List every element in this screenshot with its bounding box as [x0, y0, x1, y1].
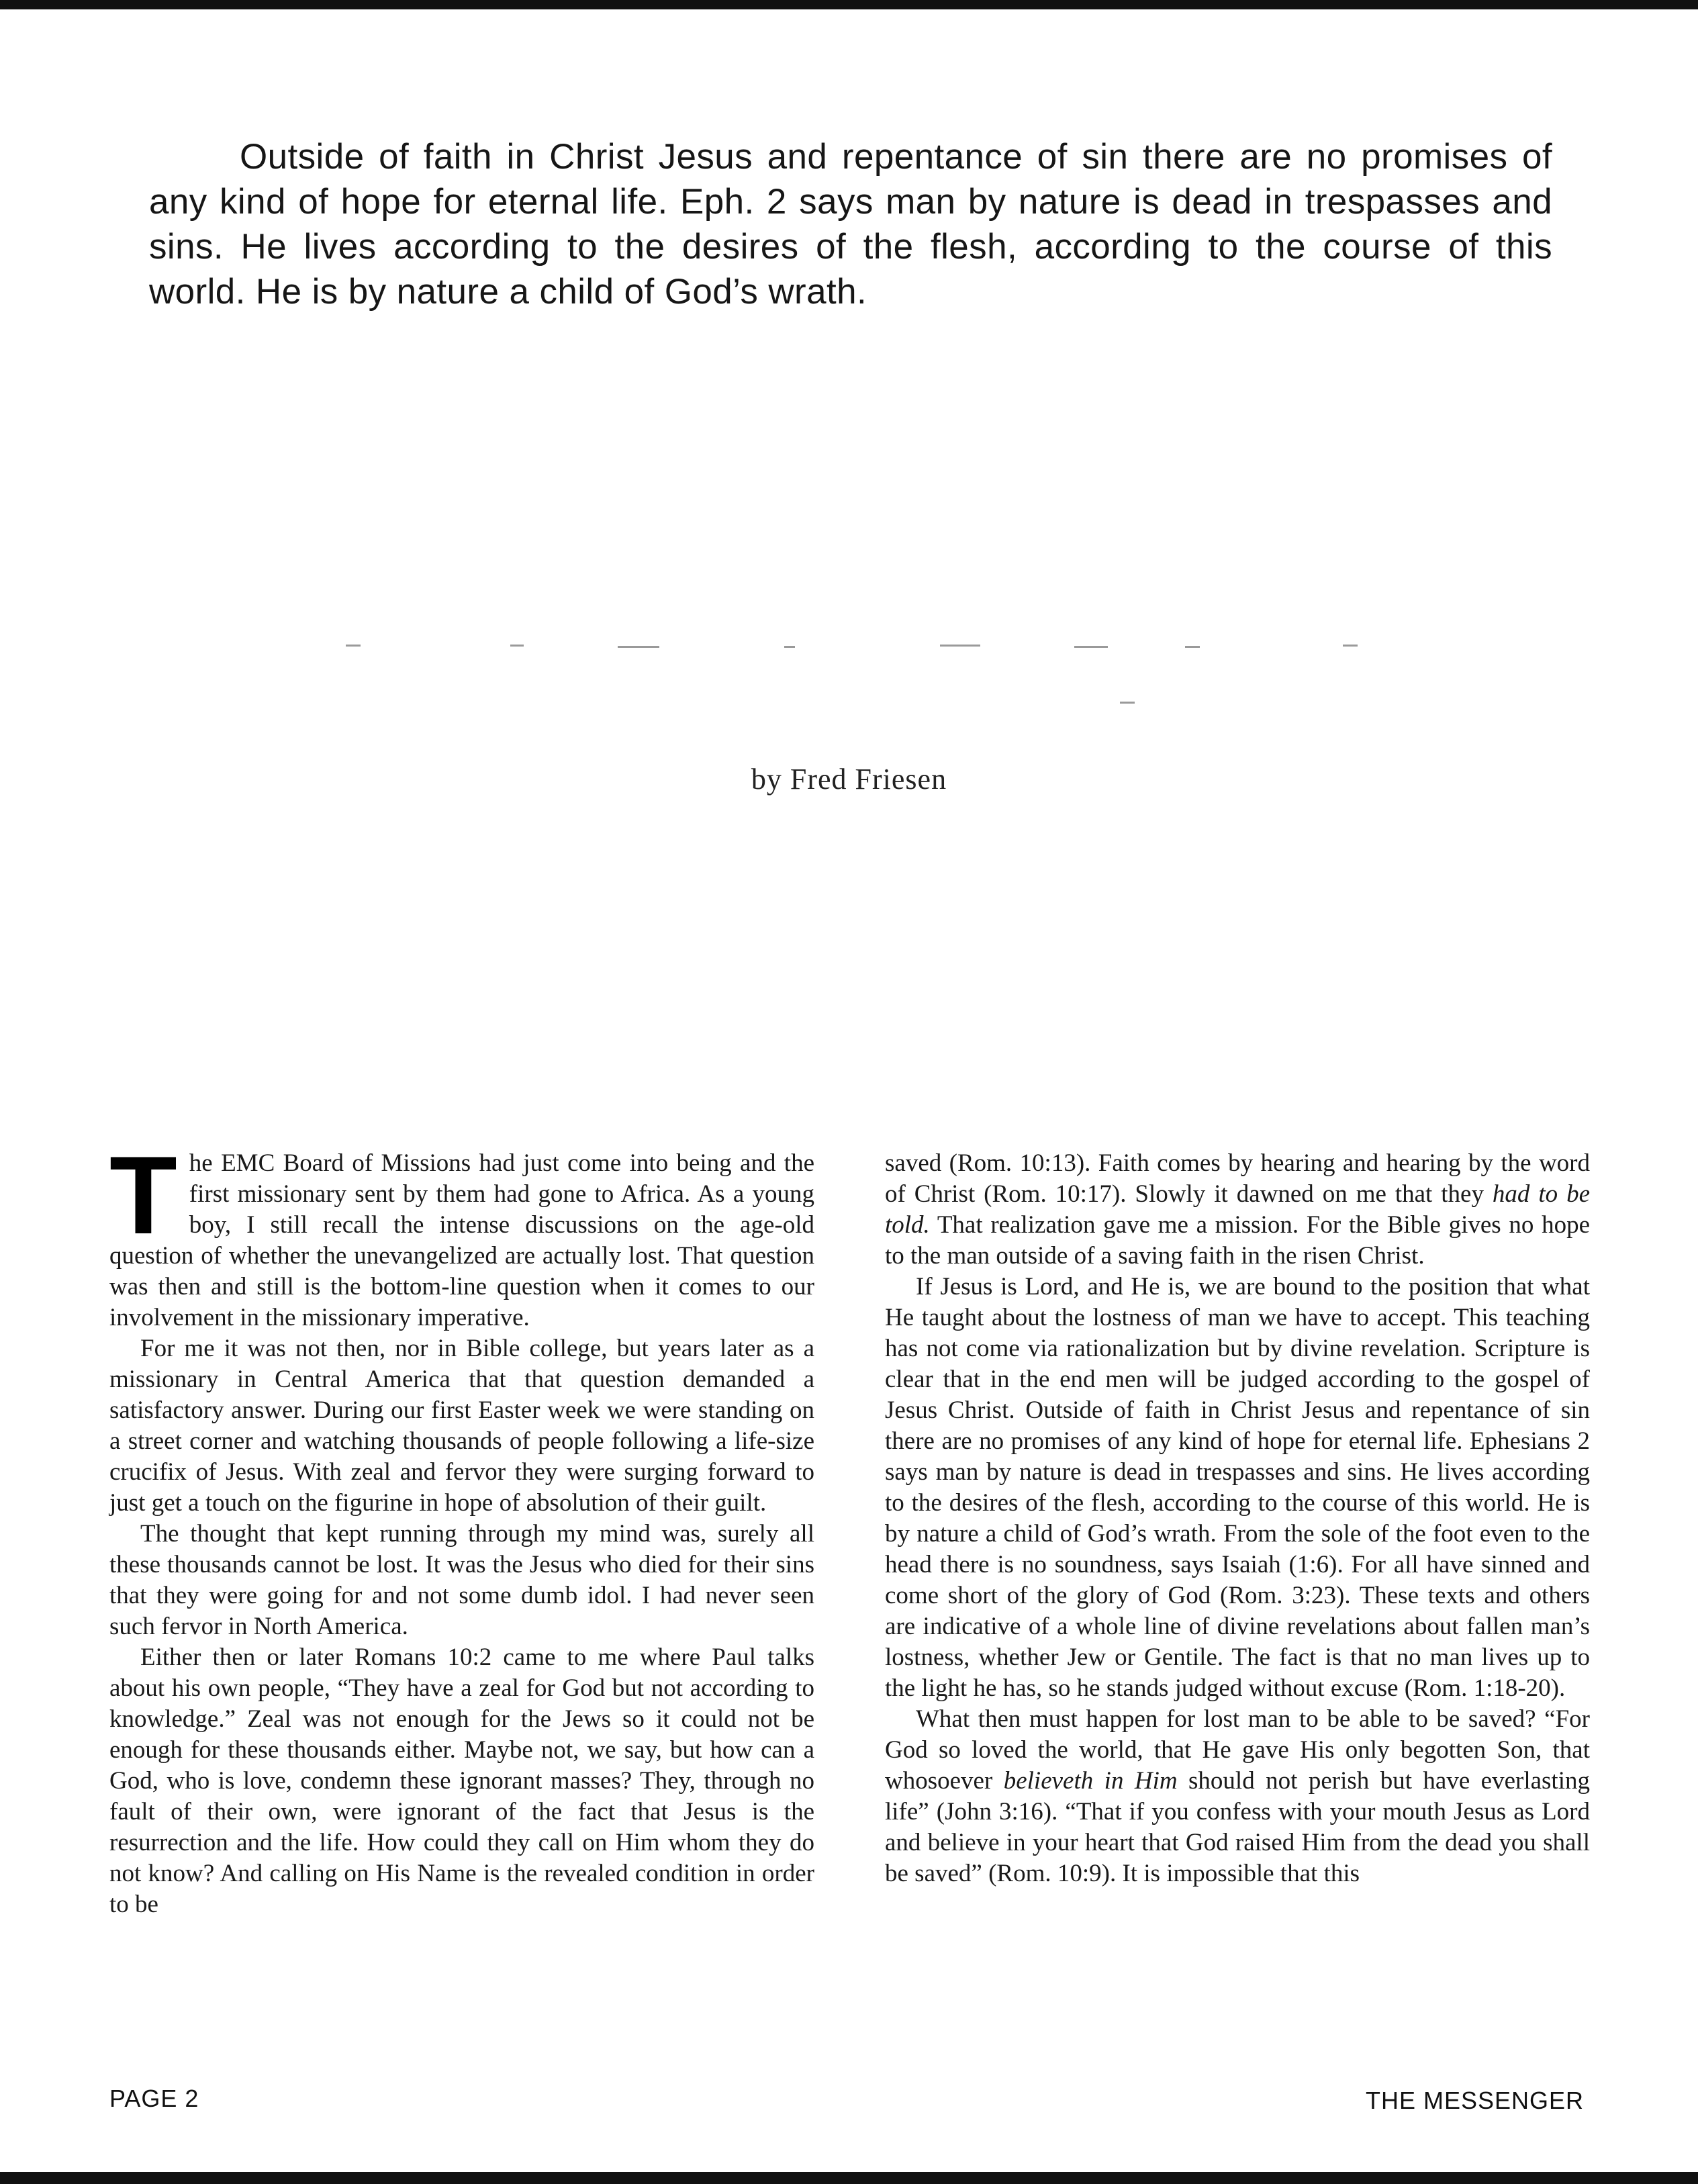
- page-number: PAGE 2: [109, 2085, 199, 2112]
- pull-quote: Outside of faith in Christ Jesus and repentance of sin there are no promises of any kind of hope for eternal life. Eph. 2 says man by nature is dead in trespasses and sins. He lives according to the desires of the flesh, according to the course of this world. He is by nature a child of God’s wrath.: [149, 137, 1552, 312]
- drop-cap: T: [109, 1133, 177, 1257]
- paragraph-text: should not perish but have everlasting life” (John 3:16). “That if you confess with your mouth Jesus as Lord and believe in your heart that God raised Him from the dead you shall be saved” (Rom. 10:9). It is impossible that this: [885, 1767, 1590, 1887]
- article-paragraph: [885, 1704, 1590, 1889]
- paragraph-text: That realization gave me a mission. For the Bible gives no hope to the man outside of a saving faith in the risen Christ.: [885, 1211, 1590, 1270]
- article-paragraph: Either then or later Romans 10:2 came to me where Paul talks about his own people, “They have a zeal for God but not according to knowledge.” Zeal was not enough for the Jews so it could not be enough for these thousands either. Maybe not, we say, but how can a God, who is love, condemn these ignorant masses? They, through no fault of their own, were ignorant of the fact that Jesus is the resurrection and the life. How could they call on Him whom they do not know? And calling on His Name is the revealed condition in order to be: [109, 1644, 814, 1918]
- article-paragraph: [885, 1148, 1590, 1272]
- publication-name: THE MESSENGER: [1365, 2087, 1584, 2114]
- article-paragraph: The thought that kept running through my mind was, surely all these thousands cannot be lost. It was the Jesus who died for their sins that they were going for and not some dumb idol. I had never seen such fervor in North America.: [109, 1520, 814, 1640]
- bottom-border: [0, 2172, 1698, 2184]
- emphasis-text: had to be told.: [885, 1180, 1591, 1239]
- paragraph-text: he EMC Board of Missions had just come into being and the first missionary sent by them had gone to Africa. As a young boy, I still recall the intense discussions on the age-old question of whether the unevangelized are actually lost. That question was then and still is the bottom-line question when it comes to our involvement in the missionary imperative.: [109, 1149, 814, 1331]
- article-paragraph: For me it was not then, nor in Bible college, but years later as a missionary in Central America that that question demanded a satisfactory answer. During our first Easter week we were standing on a street corner and watching thousands of people following a life-size crucifix of Jesus. With zeal and fervor they were surging forward to just get a touch on the figurine in hope of absolution of their guilt.: [109, 1335, 814, 1517]
- paragraph-text: saved (Rom. 10:13). Faith comes by hearing and hearing by the word of Christ (Rom. 10:17). Slowly it dawned on me that they: [885, 1149, 1590, 1208]
- article-column-left: [109, 1133, 814, 1920]
- byline: by Fred Friesen: [751, 763, 947, 796]
- article-paragraph: If Jesus is Lord, and He is, we are bound to the position that what He taught about the lostness of man we have to accept. This teaching has not come via rationalization but by divine revelation. Scripture is clear that in the end men will be judged according to the gospel of Jesus Christ. Outside of faith in Christ Jesus and repentance of sin there are no promises of any kind of hope for eternal life. Ephesians 2 says man by nature is dead in trespasses and sins. He lives according to the desires of the flesh, according to the course of this world. He is by nature a child of God’s wrath. From the sole of the foot even to the head there is no soundness, says Isaiah (1:6). For all have sinned and come short of the glory of God (Rom. 3:23). These texts and others are indicative of a whole line of divine revelations about fallen man’s lostness, whether Jew or Gentile. The fact is that no man lives up to the light he has, so he stands judged without excuse (Rom. 1:18-20).: [885, 1273, 1590, 1702]
- article-column-right: [885, 1148, 1590, 1889]
- article-paragraph: [109, 1133, 814, 1333]
- emphasis-text: believeth in Him: [1003, 1767, 1178, 1795]
- top-border: [0, 0, 1698, 9]
- paragraph-text: What then must happen for lost man to be able to be saved? “For God so loved the world, that He gave His only begotten Son, that whosoever: [885, 1705, 1590, 1795]
